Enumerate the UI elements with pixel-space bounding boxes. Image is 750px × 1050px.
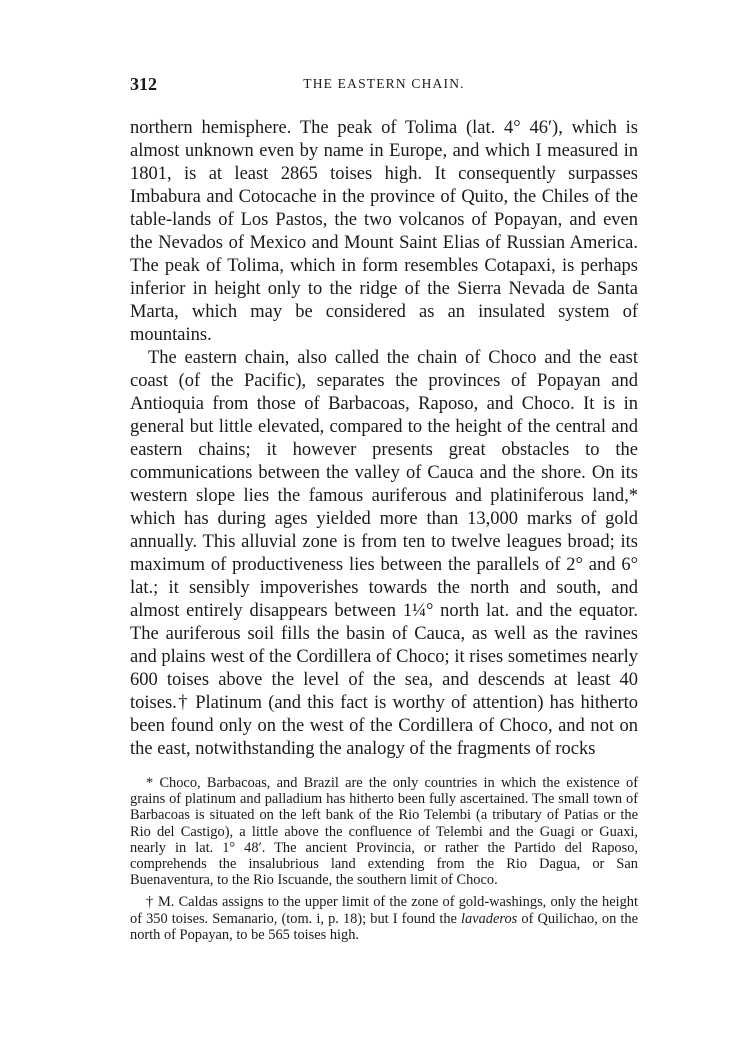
paragraph-tolima: northern hemisphere. The peak of Tolima (lat. 4° 46′), which is almost unknown even by name in Europe, and which I measured in 1801, is at least 2865 toises high. It consequently surpasses Imbabura and Cotocache in the province of Quito, the Chiles of the table-lands of Los Pastos, the two volcanos of Popayan, and even the Nevados of Mexico and Mount Saint Elias of Russian America. The peak of Tolima, which in form resembles Cotapaxi, is perhaps inferior in height only to the ridge of the Sierra Nevada de Santa Marta, which may be considered as an insulated system of mountains. [130, 118, 638, 345]
book-page [130, 74, 638, 943]
page-header [130, 74, 638, 102]
paragraph-eastern-chain: The eastern chain, also called the chain of Choco and the east coast (of the Pacific), separates the provinces of Popayan and Antioquia from those of Barbacoas, Raposo, and Choco. It is in general but little elevated, compared to the height of the central and eastern chains; it however presents great obstacles to the communications between the valley of Cauca and the shore. On its western slope lies the famous auriferous and platiniferous land,* which has during ages yielded more than 13,000 marks of gold annually. This alluvial zone is from ten to twelve leagues broad; its maximum of productiveness lies between the parallels of 2° and 6° lat.; it sensibly impoverishes towards the north and south, and almost entirely disappears between 1¼° north lat. and the equator. The auriferous soil fills the basin of Cauca, as well as the ravines and plains west of the Cordillera of Choco; it rises sometimes nearly 600 toises above the level of the sea, and descends at least 40 toises.† Platinum (and this fact is worthy of attention) has hitherto been found only on the west of the Cordillera of Choco, and not on the east, notwithstanding the analogy of the fragments of rocks [130, 348, 638, 759]
footnote-dagger-text-start: † M. Caldas assigns to the upper limit of the zone of gold-washings, only the height of 350 toises. Semanario, (tom. i, p. 18); but I found the [130, 894, 638, 927]
running-title: THE EASTERN CHAIN. [303, 76, 465, 91]
footnote-dagger-italic: lavaderos [461, 910, 518, 927]
footnote-dagger [130, 894, 638, 943]
footnotes [130, 775, 638, 943]
footnote-asterisk: * Choco, Barbacoas, and Brazil are the only countries in which the existence of grains of platinum and palladium has hitherto been fully ascertained. The small town of Barbacoas is situated on the left bank of the Rio Telembi (a tributary of Patias or the Rio del Castigo), a little above the confluence of Telembi and the Guagi or Guaxi, nearly in lat. 1° 48′. The ancient Provincia, or rather the Partido del Raposo, comprehends the insalubrious land extending from the Rio Dagua, or San Buenaventura, to the Rio Iscuande, the southern limit of Choco. [130, 775, 638, 889]
page-number: 312 [130, 74, 157, 94]
main-text [130, 117, 638, 761]
footnote-dagger-text-end: of Quilichao, on the north of Popayan, to be 565 toises high. [130, 910, 638, 943]
